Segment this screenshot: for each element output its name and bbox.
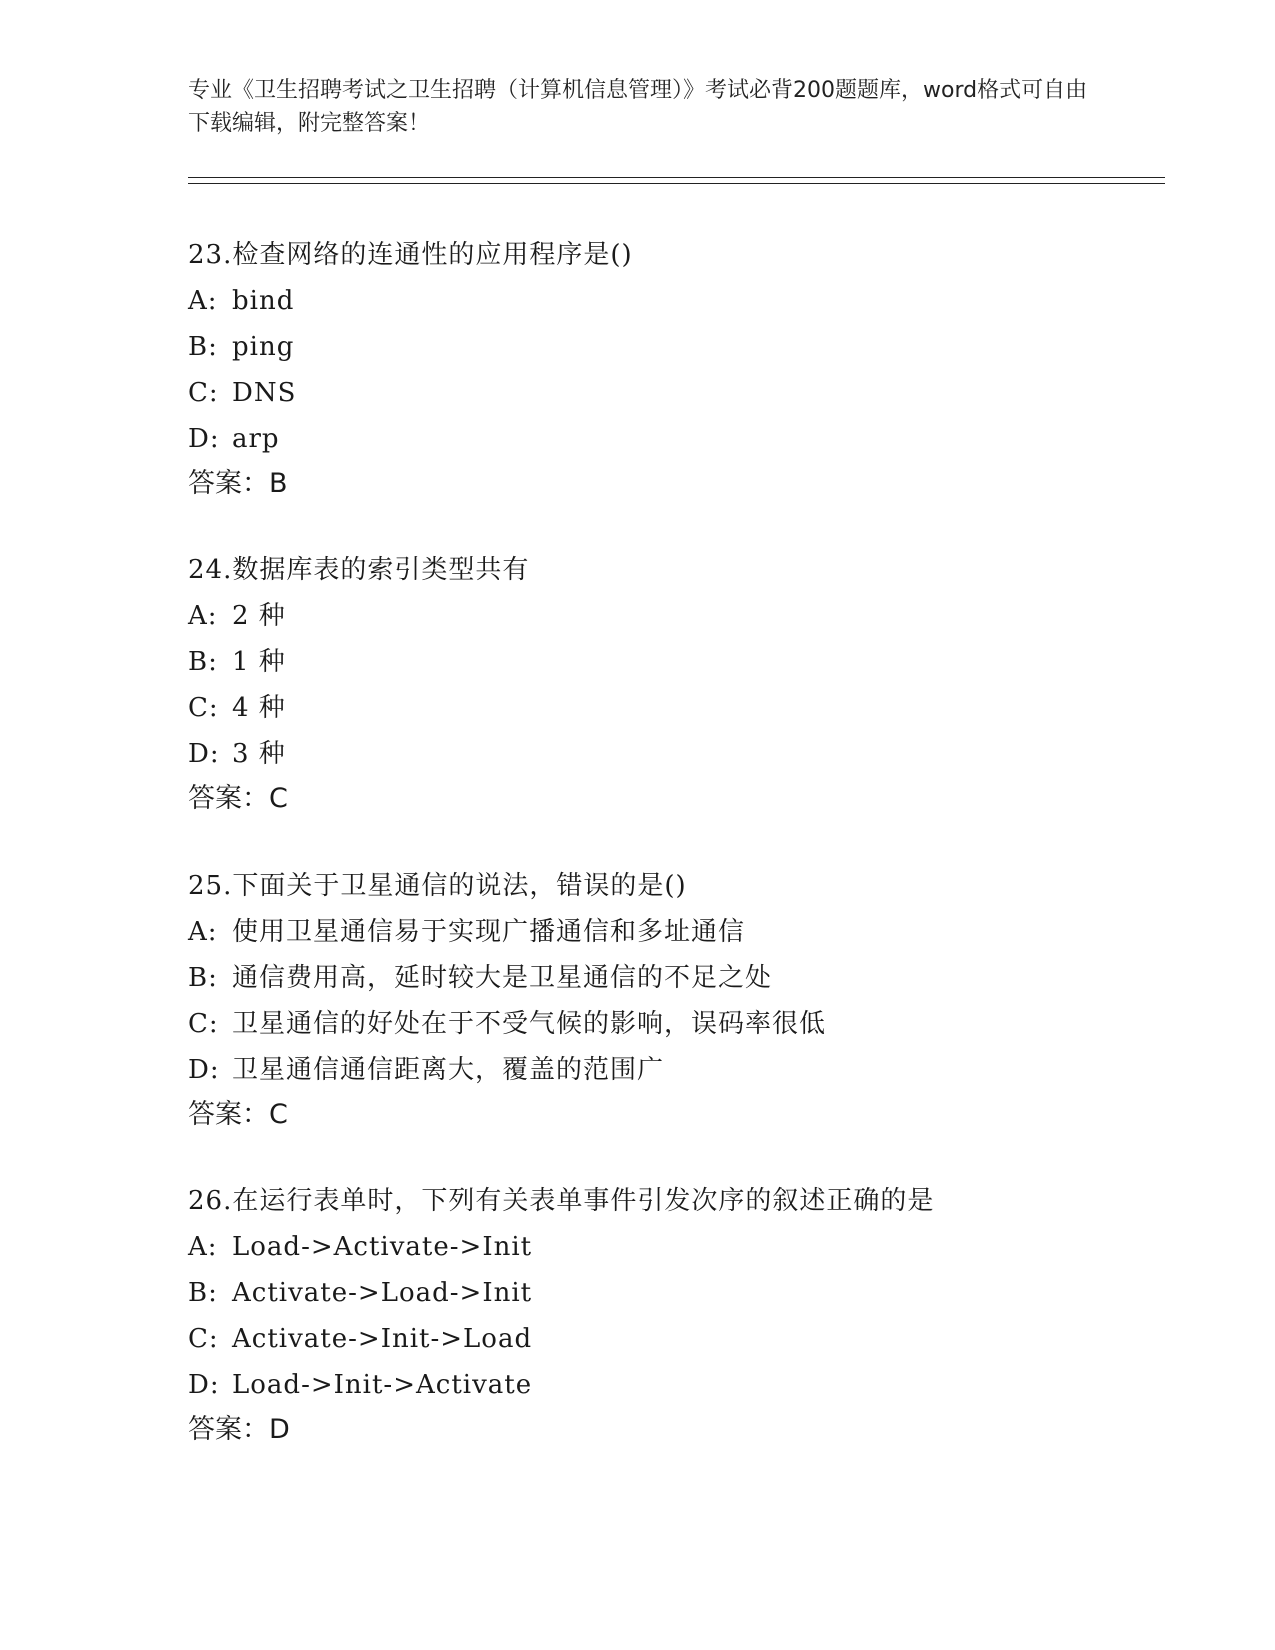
option-d — [188, 416, 1188, 462]
option-letter: C: — [188, 1324, 219, 1354]
option-text: 1 种 — [232, 647, 286, 677]
option-text: 通信费用高，延时较大是卫星通信的不足之处 — [232, 963, 773, 993]
answer-line: 答案：C — [188, 783, 288, 814]
question-title: 24.数据库表的索引类型共有 — [188, 555, 530, 585]
option-d — [188, 1362, 1188, 1408]
option-a — [188, 1224, 1188, 1270]
option-letter: D: — [188, 424, 220, 454]
option-a — [188, 278, 1188, 324]
option-text: DNS — [232, 378, 297, 408]
question-block — [188, 863, 1188, 1137]
option-letter: B: — [188, 332, 218, 362]
option-letter: A: — [188, 601, 218, 631]
option-letter: D: — [188, 1055, 220, 1085]
option-text: Activate->Init->Load — [232, 1324, 533, 1354]
option-b — [188, 1270, 1188, 1316]
option-letter: B: — [188, 1278, 218, 1308]
option-c — [188, 370, 1188, 416]
option-text: 2 种 — [232, 601, 286, 631]
option-letter: D: — [188, 1370, 220, 1400]
option-text: Load->Init->Activate — [232, 1370, 533, 1400]
option-text: bind — [232, 286, 295, 316]
question-title: 23.检查网络的连通性的应用程序是() — [188, 240, 633, 270]
option-d — [188, 1047, 1188, 1093]
option-text: 3 种 — [232, 739, 286, 769]
option-c — [188, 1316, 1188, 1362]
option-a — [188, 909, 1188, 955]
header-divider-top — [188, 177, 1165, 178]
option-text: Activate->Load->Init — [232, 1278, 533, 1308]
option-text: 使用卫星通信易于实现广播通信和多址通信 — [232, 917, 746, 947]
option-letter: A: — [188, 917, 218, 947]
document-intro: 专业《卫生招聘考试之卫生招聘（计算机信息管理）》考试必背200题题库，word格式可自由下载编辑，附完整答案！ — [188, 78, 1088, 136]
option-text: arp — [232, 424, 280, 454]
option-text: Load->Activate->Init — [232, 1232, 533, 1262]
option-letter: D: — [188, 739, 220, 769]
answer-line: 答案：C — [188, 1099, 288, 1130]
option-d — [188, 731, 1188, 777]
question-block — [188, 547, 1188, 821]
option-text: 卫星通信的好处在于不受气候的影响，误码率很低 — [232, 1009, 827, 1039]
question-title: 25.下面关于卫星通信的说法，错误的是() — [188, 871, 687, 901]
option-text: ping — [232, 332, 295, 362]
header-divider-bottom — [188, 183, 1165, 184]
option-letter: C: — [188, 1009, 219, 1039]
option-letter: B: — [188, 963, 218, 993]
option-b — [188, 639, 1188, 685]
option-a — [188, 593, 1188, 639]
option-text: 卫星通信通信距离大，覆盖的范围广 — [232, 1055, 665, 1085]
option-b — [188, 955, 1188, 1001]
question-title: 26.在运行表单时，下列有关表单事件引发次序的叙述正确的是 — [188, 1186, 935, 1216]
option-letter: A: — [188, 286, 218, 316]
option-text: 4 种 — [232, 693, 286, 723]
option-letter: B: — [188, 647, 218, 677]
question-block — [188, 232, 1188, 506]
answer-line: 答案：B — [188, 468, 288, 499]
answer-line: 答案：D — [188, 1414, 290, 1445]
option-c — [188, 1001, 1188, 1047]
option-letter: C: — [188, 693, 219, 723]
option-letter: C: — [188, 378, 219, 408]
question-block — [188, 1178, 1188, 1452]
option-c — [188, 685, 1188, 731]
option-letter: A: — [188, 1232, 218, 1262]
option-b — [188, 324, 1188, 370]
